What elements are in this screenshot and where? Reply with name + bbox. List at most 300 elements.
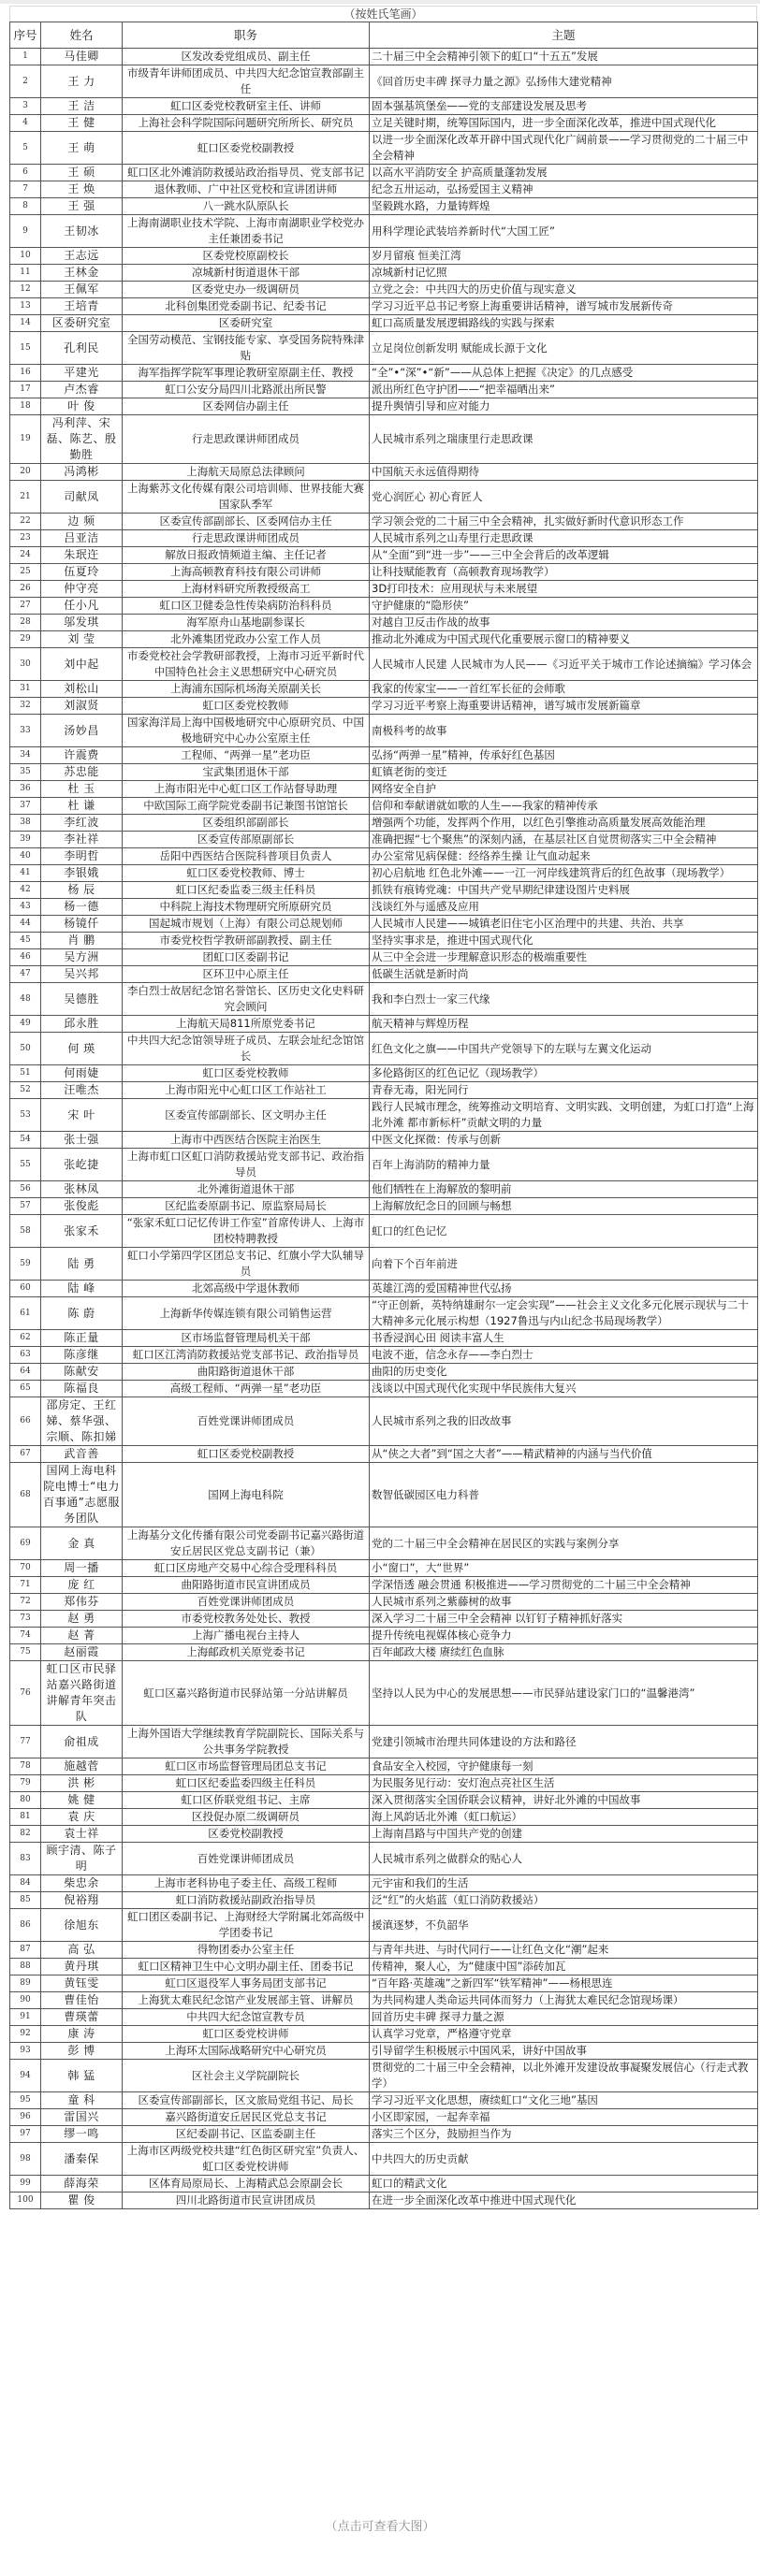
table-row [10, 747, 758, 764]
row-position: 虹口公安分局四川北路派出所民警 [123, 382, 370, 398]
table-row [10, 1065, 758, 1082]
row-topic: 推动北外滩成为中国式现代化重要展示窗口的精神要义 [370, 631, 758, 648]
row-position: 团虹口区委副书记 [123, 949, 370, 966]
row-topic: 学习领会党的二十届三中全会精神，扎实做好新时代意识形态工作 [370, 514, 758, 530]
row-position: 虹口区北外滩消防救援站政治指导员、党支部书记 [123, 165, 370, 181]
row-position: 上海紫苏文化传媒有限公司培训师、世界技能大赛国家队季军 [123, 481, 370, 514]
row-name: 彭 博 [41, 2043, 123, 2060]
row-position: 上海南湖职业技术学院、上海市南湖职业学校党办主任兼团委书记 [123, 215, 370, 248]
table-row [10, 215, 758, 248]
table-row [10, 115, 758, 132]
row-name: 边 频 [41, 514, 123, 530]
row-topic: 泛“红”的火焰蓝（虹口消防救援站） [370, 1892, 758, 1909]
row-name: 王 焕 [41, 181, 123, 198]
row-name: 李社祥 [41, 832, 123, 848]
row-number: 29 [10, 631, 41, 648]
table-row [10, 1330, 758, 1347]
row-position: 上海新华传媒连锁有限公司销售运营 [123, 1297, 370, 1330]
row-name: 伍夏玲 [41, 564, 123, 581]
row-name: 王培青 [41, 298, 123, 315]
row-name: 邵房定、王红娣、蔡华强、宗顺、陈扣娣 [41, 1397, 123, 1446]
table-row [10, 631, 758, 648]
row-number: 36 [10, 781, 41, 798]
table-row [10, 1181, 758, 1198]
row-name: 王 萌 [41, 132, 123, 165]
row-topic: 青春无毒，阳光同行 [370, 1082, 758, 1099]
row-name: 孔利民 [41, 332, 123, 365]
row-topic: 网络安全自护 [370, 781, 758, 798]
row-topic: 人民城市系列之做群众的贴心人 [370, 1843, 758, 1875]
table-row [10, 530, 758, 547]
row-number: 32 [10, 698, 41, 715]
row-number: 75 [10, 1644, 41, 1661]
row-name: 杨一德 [41, 899, 123, 916]
row-name: 曹瑛蕾 [41, 2009, 123, 2026]
row-topic: 百年邮政大楼 赓续红色血脉 [370, 1644, 758, 1661]
row-position: 区委组织部副部长 [123, 815, 370, 832]
row-topic: 人民城市系列之山寿里行走思政课 [370, 530, 758, 547]
row-topic: 数智低碳园区电力科普 [370, 1463, 758, 1527]
row-number: 59 [10, 1248, 41, 1281]
row-topic: 从“侠之大者”到“国之大者”——精武精神的内涵与当代价值 [370, 1446, 758, 1463]
row-name: 施越菅 [41, 1758, 123, 1775]
table-row [10, 65, 758, 98]
row-topic: 虹口高质量发展逻辑路线的实践与探索 [370, 315, 758, 332]
row-name: 吴德胜 [41, 983, 123, 1016]
row-position: 虹口区委党校讲师 [123, 2026, 370, 2043]
row-number: 52 [10, 1082, 41, 1099]
header-position: 职务 [123, 22, 370, 49]
row-topic: 信仰和奉献谱就如歌的人生——我家的精神传承 [370, 798, 758, 815]
row-topic: 凉城新村记忆照 [370, 265, 758, 282]
row-position: 上海市阳光中心虹口区工作站社工 [123, 1082, 370, 1099]
row-number: 33 [10, 715, 41, 747]
row-name: 郑伟芬 [41, 1594, 123, 1611]
row-number: 55 [10, 1149, 41, 1181]
row-number: 58 [10, 1215, 41, 1248]
row-number: 3 [10, 98, 41, 115]
table-row [10, 781, 758, 798]
table-row [10, 1661, 758, 1726]
row-position: 上海环太国际战略研究中心研究员 [123, 2043, 370, 2060]
row-position: 曲阳路街道退休干部 [123, 1364, 370, 1381]
row-name: 洪 彬 [41, 1775, 123, 1792]
row-position: 上海高顿教育科技有限公司讲师 [123, 564, 370, 581]
row-topic: 深入贯彻落实全国侨联会议精神，讲好北外滩的中国故事 [370, 1792, 758, 1809]
row-number: 9 [10, 215, 41, 248]
row-name: 薛海荣 [41, 2176, 123, 2192]
row-name: 邬发琪 [41, 615, 123, 631]
row-name: 王 力 [41, 65, 123, 98]
table-row [10, 848, 758, 865]
table-row [10, 2092, 758, 2109]
row-position: 解放日报政情频道主编、主任记者 [123, 547, 370, 564]
row-topic: 中共四大的历史贡献 [370, 2143, 758, 2176]
row-topic: 守护健康的“隐形侠” [370, 598, 758, 615]
row-number: 50 [10, 1033, 41, 1065]
row-topic: 书香浸润心田 阅读丰富人生 [370, 1330, 758, 1347]
row-number: 25 [10, 564, 41, 581]
row-name: 平建光 [41, 365, 123, 382]
row-name: 黄钰雯 [41, 1975, 123, 1992]
row-name: 庞 红 [41, 1577, 123, 1594]
table-row [10, 1826, 758, 1843]
table-row [10, 615, 758, 631]
row-position: “张家禾虹口记忆传讲工作室”首席传讲人、上海市团校特聘教授 [123, 1215, 370, 1248]
table-row [10, 1149, 758, 1181]
table-row [10, 1463, 758, 1527]
row-number: 47 [10, 966, 41, 983]
row-topic: 人民城市系列之紫藤树的故事 [370, 1594, 758, 1611]
row-name: 王志远 [41, 248, 123, 265]
row-topic: 立足岗位创新发明 赋能成长源于文化 [370, 332, 758, 365]
row-position: 虹口区精神卫生中心文明办副主任、团委书记 [123, 1959, 370, 1975]
row-number: 27 [10, 598, 41, 615]
row-topic: 立足关键时期，统筹国际国内，进一步全面深化改革，推进中国式现代化 [370, 115, 758, 132]
row-topic: 虹口的精武文化 [370, 2176, 758, 2192]
table-row [10, 165, 758, 181]
row-position: 百姓党课讲师团成员 [123, 1843, 370, 1875]
row-name: 俞祖成 [41, 1726, 123, 1758]
row-topic: 践行人民城市理念，统筹推动文明培育、文明实践、文明创建，为虹口打造“上海北外滩 都市新标杆”贡献文明的力量 [370, 1099, 758, 1132]
row-position: 虹口小学第四学区团总支书记、红旗小学大队辅导员 [123, 1248, 370, 1281]
row-position: 上海邮政机关原党委书记 [123, 1644, 370, 1661]
row-number: 72 [10, 1594, 41, 1611]
row-position: 上海市虹口区虹口消防救援站党支部书记、政治指导员 [123, 1149, 370, 1181]
row-name: 高 弘 [41, 1942, 123, 1959]
row-name: 童 科 [41, 2092, 123, 2109]
table-row [10, 98, 758, 115]
row-position: 上海社会科学院国际问题研究所所长、研究员 [123, 115, 370, 132]
row-position: 虹口区委党校副教授 [123, 1446, 370, 1463]
row-number: 91 [10, 2009, 41, 2026]
row-topic: 二十届三中全会精神引领下的虹口“十五五”发展 [370, 49, 758, 65]
row-name: 宋 叶 [41, 1099, 123, 1132]
row-number: 97 [10, 2126, 41, 2143]
row-position: 北科创集团党委副书记、纪委书记 [123, 298, 370, 315]
table-row [10, 248, 758, 265]
row-number: 92 [10, 2026, 41, 2043]
row-number: 49 [10, 1016, 41, 1033]
table-row [10, 1364, 758, 1381]
roster-sheet [9, 6, 757, 2209]
row-number: 18 [10, 398, 41, 415]
row-topic: 立党之会：中共四大的历史价值与现实意义 [370, 282, 758, 298]
table-body [10, 49, 758, 2209]
row-position: 中共四大纪念馆领导班子成员、左联会址纪念馆馆长 [123, 1033, 370, 1065]
table-row [10, 899, 758, 916]
row-position: 百姓党课讲师团成员 [123, 1397, 370, 1446]
row-number: 96 [10, 2109, 41, 2126]
table-row [10, 2176, 758, 2192]
table-row [10, 798, 758, 815]
row-topic: 人民城市人民建 人民城市为人民——《习近平关于城市工作论述摘编》学习体会 [370, 648, 758, 681]
table-row [10, 1875, 758, 1892]
row-topic: 向着下个百年前进 [370, 1248, 758, 1281]
view-large-image-caption[interactable]: （点击可查看大图） [325, 2520, 435, 2534]
row-position: 虹口消防救援站副政治指导员 [123, 1892, 370, 1909]
row-number: 100 [10, 2192, 41, 2209]
row-topic: 弘扬“两弹一星”精神，传承好红色基因 [370, 747, 758, 764]
row-name: 张屹捷 [41, 1149, 123, 1181]
row-position: 上海航天局原总法律顾问 [123, 464, 370, 481]
table-row [10, 1758, 758, 1775]
row-topic: 增强两个功能，发挥两个作用，以红色引擎推动高质量发展高效能治理 [370, 815, 758, 832]
row-topic: 航天精神与辉煌历程 [370, 1016, 758, 1033]
row-position: 行走思政课讲师团成员 [123, 530, 370, 547]
table-row [10, 933, 758, 949]
row-topic: 电波不逝，信念永存——李白烈士 [370, 1347, 758, 1364]
row-topic: 红色文化之旗——中国共产党领导下的左联与左翼文化运动 [370, 1033, 758, 1065]
table-row [10, 764, 758, 781]
table-row [10, 132, 758, 165]
table-row [10, 1975, 758, 1992]
row-topic: 为共同构建人类命运共同体而努力（上海犹太难民纪念馆现场课） [370, 1992, 758, 2009]
row-number: 70 [10, 1560, 41, 1577]
row-number: 2 [10, 65, 41, 98]
table-row [10, 983, 758, 1016]
row-topic: 传精神，聚人心，为“健康中国”添砖加瓦 [370, 1959, 758, 1975]
row-position: 虹口区委党校教师 [123, 1065, 370, 1082]
table-row [10, 882, 758, 899]
row-topic: 提升传统电视媒体核心竞争力 [370, 1628, 758, 1644]
row-topic: “守正创新，英特纳雄耐尔一定会实现”——社会主义文化多元化展示现状与二十大精神多元化展示构想（1927鲁迅与内山纪念书局现场教学） [370, 1297, 758, 1330]
row-number: 19 [10, 415, 41, 464]
row-name: 康 涛 [41, 2026, 123, 2043]
row-position: 上海材料研究所教授级高工 [123, 581, 370, 598]
table-row [10, 332, 758, 365]
row-number: 79 [10, 1775, 41, 1792]
row-position: 上海基分文化传播有限公司党委副书记嘉兴路街道安丘居民区党总支副书记（兼） [123, 1527, 370, 1560]
row-position: 市委党校教务处处长、教授 [123, 1611, 370, 1628]
table-row [10, 1248, 758, 1281]
table-row [10, 1959, 758, 1975]
row-name: 何雨婕 [41, 1065, 123, 1082]
row-name: 曹佳怡 [41, 1992, 123, 2009]
row-position: 虹口区侨联党组书记、主席 [123, 1792, 370, 1809]
table-row [10, 1577, 758, 1594]
row-topic: 虹口的红色记忆 [370, 1215, 758, 1248]
table-row [10, 1775, 758, 1792]
row-position: 北郊高级中学退休教师 [123, 1281, 370, 1297]
table-row [10, 1611, 758, 1628]
row-name: 汤妙昌 [41, 715, 123, 747]
row-name: 周一播 [41, 1560, 123, 1577]
row-number: 63 [10, 1347, 41, 1364]
row-topic: 岁月留痕 恒美江湾 [370, 248, 758, 265]
row-position: 中科院上海技术物理研究所原研究员 [123, 899, 370, 916]
row-number: 20 [10, 464, 41, 481]
table-row [10, 481, 758, 514]
row-number: 67 [10, 1446, 41, 1463]
row-position: 北外滩集团党政办公室工作人员 [123, 631, 370, 648]
table-row [10, 1792, 758, 1809]
row-name: 吴方洲 [41, 949, 123, 966]
row-position: 虹口区卫健委急性传染病防治科科员 [123, 598, 370, 615]
row-topic: 对越自卫反击作战的故事 [370, 615, 758, 631]
row-name: 虹口区市民驿站嘉兴路街道讲解青年突击队 [41, 1661, 123, 1726]
row-position: 虹口区纪委监委三级主任科员 [123, 882, 370, 899]
row-position: 区环卫中心原主任 [123, 966, 370, 983]
table-row [10, 1347, 758, 1364]
table-row [10, 1132, 758, 1149]
row-name: 李红波 [41, 815, 123, 832]
row-topic: 3D打印技术：应用现状与未来展望 [370, 581, 758, 598]
row-number: 30 [10, 648, 41, 681]
row-name: 金 真 [41, 1527, 123, 1560]
row-name: 柴忠余 [41, 1875, 123, 1892]
row-number: 1 [10, 49, 41, 65]
row-name: 袁 庆 [41, 1809, 123, 1826]
row-name: 黄丹琪 [41, 1959, 123, 1975]
row-number: 7 [10, 181, 41, 198]
row-number: 14 [10, 315, 41, 332]
row-name: 陈献安 [41, 1364, 123, 1381]
row-topic: 学习习近平总书记考察上海重要讲话精神，谱写城市发展新传奇 [370, 298, 758, 315]
table-row [10, 1446, 758, 1463]
row-topic: 人民城市人民建——城镇老旧住宅小区治理中的共建、共治、共享 [370, 916, 758, 933]
row-number: 86 [10, 1909, 41, 1942]
row-position: 区发改委党组成员、副主任 [123, 49, 370, 65]
row-position: 百姓党课讲师团成员 [123, 1594, 370, 1611]
row-name: 李明哲 [41, 848, 123, 865]
row-name: 张林凤 [41, 1181, 123, 1198]
row-position: 虹口区委党校副教授 [123, 132, 370, 165]
row-name: 徐旭东 [41, 1909, 123, 1942]
row-number: 77 [10, 1726, 41, 1758]
table-row [10, 1381, 758, 1397]
row-topic: 他们牺牲在上海解放的黎明前 [370, 1181, 758, 1198]
table-row [10, 382, 758, 398]
row-position: 区委党史办一级调研员 [123, 282, 370, 298]
row-position: 虹口区纪委监委四级主任科员 [123, 1775, 370, 1792]
row-name: 何 瑛 [41, 1033, 123, 1065]
row-position: 市级青年讲师团成员、中共四大纪念馆宣教部副主任 [123, 65, 370, 98]
table-row [10, 298, 758, 315]
table-row [10, 2009, 758, 2026]
row-name: 姚 健 [41, 1792, 123, 1809]
row-number: 99 [10, 2176, 41, 2192]
row-number: 78 [10, 1758, 41, 1775]
header-number: 序号 [10, 22, 41, 49]
row-name: 邱永胜 [41, 1016, 123, 1033]
row-number: 37 [10, 798, 41, 815]
row-number: 45 [10, 933, 41, 949]
row-number: 74 [10, 1628, 41, 1644]
row-number: 84 [10, 1875, 41, 1892]
row-name: 瞿 俊 [41, 2192, 123, 2209]
row-topic: 党建引领城市治理共同体建设的方法和路径 [370, 1726, 758, 1758]
row-name: 冯利萍、宋磊、陈艺、殷勤胜 [41, 415, 123, 464]
row-topic: 浅谈红外与遥感及应用 [370, 899, 758, 916]
row-position: 行走思政课讲师团成员 [123, 415, 370, 464]
row-topic: 党的二十届三中全会精神在居民区的实践与案例分享 [370, 1527, 758, 1560]
row-position: 虹口区房地产交易中心综合受理科科员 [123, 1560, 370, 1577]
row-number: 80 [10, 1792, 41, 1809]
table-row [10, 1297, 758, 1330]
row-number: 40 [10, 848, 41, 865]
row-name: 陈彦继 [41, 1347, 123, 1364]
table-row [10, 715, 758, 747]
row-topic: 以进一步全面深化改革开辟中国式现代化广阔前景——学习贯彻党的二十届三中全会精神 [370, 132, 758, 165]
row-position: 上海外国语大学继续教育学院副院长、国际关系与公共事务学院教授 [123, 1726, 370, 1758]
row-number: 13 [10, 298, 41, 315]
row-number: 15 [10, 332, 41, 365]
row-number: 48 [10, 983, 41, 1016]
top-strip [0, 0, 760, 4]
row-name: 冯鸿彬 [41, 464, 123, 481]
table-row [10, 415, 758, 464]
table-row [10, 1992, 758, 2009]
row-position: 区委宣传部副部长、区文明办主任 [123, 1099, 370, 1132]
table-row [10, 1809, 758, 1826]
row-topic: 我家的传家宝——一首红军长征的会师歌 [370, 681, 758, 698]
row-name: 吕亚洁 [41, 530, 123, 547]
row-position: 凉城新村街道退休干部 [123, 265, 370, 282]
row-position: 北外滩街道退休干部 [123, 1181, 370, 1198]
table-row [10, 581, 758, 598]
table-row [10, 598, 758, 615]
row-topic: 《回首历史丰碑 探寻力量之源》弘扬伟大建党精神 [370, 65, 758, 98]
row-name: 国网上海电科院电博士“电力百事通”志愿服务团队 [41, 1463, 123, 1527]
row-topic: 派出所红色守护团——“把幸福晒出来” [370, 382, 758, 398]
table-row [10, 365, 758, 382]
table-row [10, 2192, 758, 2209]
row-topic: 中医文化探微：传承与创新 [370, 1132, 758, 1149]
row-topic: 党心润匠心 初心育匠人 [370, 481, 758, 514]
table-row [10, 832, 758, 848]
row-topic: 小区即家园，一起奔幸福 [370, 2109, 758, 2126]
row-position: 区委宣传部副部长，区文旅局党组书记、局长 [123, 2092, 370, 2109]
row-name: 王 洁 [41, 98, 123, 115]
row-position: 虹口区嘉兴路街道市民驿站第一分站讲解员 [123, 1661, 370, 1726]
row-name: 陈正量 [41, 1330, 123, 1347]
row-topic: 提升舆情引导和应对能力 [370, 398, 758, 415]
row-topic: 引导留学生积极展示中国风采，讲好中国故事 [370, 2043, 758, 2060]
row-number: 44 [10, 916, 41, 933]
row-topic: 从“全面”到“进一步”——三中全会背后的改革逻辑 [370, 547, 758, 564]
table-row [10, 265, 758, 282]
row-position: 国网上海电科院 [123, 1463, 370, 1527]
table-row [10, 198, 758, 215]
row-number: 41 [10, 865, 41, 882]
table-row [10, 1099, 758, 1132]
row-name: 王佩军 [41, 282, 123, 298]
row-number: 65 [10, 1381, 41, 1397]
row-number: 42 [10, 882, 41, 899]
row-position: 区社会主义学院副院长 [123, 2060, 370, 2092]
row-topic: 抓铁有痕铸党魂：中国共产党早期纪律建设图片史料展 [370, 882, 758, 899]
row-topic: 浅谈以中国式现代化实现中华民族伟大复兴 [370, 1381, 758, 1397]
table-row [10, 1843, 758, 1875]
row-number: 76 [10, 1661, 41, 1726]
row-number: 31 [10, 681, 41, 698]
table-row [10, 2143, 758, 2176]
table-row [10, 1594, 758, 1611]
row-name: 张士强 [41, 1132, 123, 1149]
row-name: 潘秦保 [41, 2143, 123, 2176]
table-row [10, 1909, 758, 1942]
row-number: 95 [10, 2092, 41, 2109]
row-name: 许震费 [41, 747, 123, 764]
row-position: 四川北路街道市民宣讲团成员 [123, 2192, 370, 2209]
row-topic: 我和李白烈士一家三代缘 [370, 983, 758, 1016]
row-name: 缪一鸣 [41, 2126, 123, 2143]
row-topic: 用科学理论武装培养新时代“大国工匠” [370, 215, 758, 248]
row-topic: 人民城市系列之瑞康里行走思政课 [370, 415, 758, 464]
row-position: 区委党校原副校长 [123, 248, 370, 265]
row-topic: 纪念五卅运动，弘扬爱国主义精神 [370, 181, 758, 198]
